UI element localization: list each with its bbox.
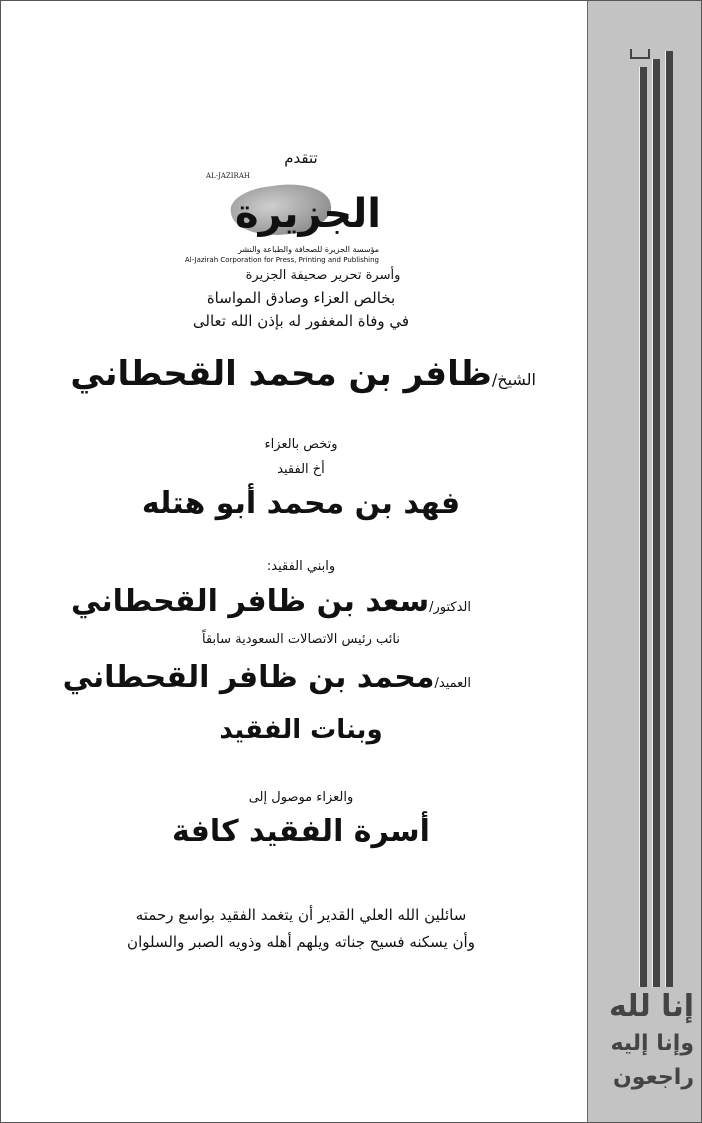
son1-line <box>71 583 471 621</box>
editorial-line: وأسرة تحرير صحيفة الجزيرة <box>245 268 401 283</box>
prayer-line-1: سائلين الله العلي القدير أن يتغمد الفقيد بواسع رحمته <box>135 906 467 924</box>
deceased-name: ظافر بن محمد القحطاني <box>70 354 492 394</box>
special-text: وتخص بالعزاء <box>264 437 338 452</box>
panel-line-2: وإنا إليه <box>610 1031 694 1056</box>
logo-arabic: الجزيرة <box>235 191 381 237</box>
panel-line-1: إنا لله <box>609 989 694 1024</box>
son2-name: محمد بن ظافر القحطاني <box>62 660 435 695</box>
extended-label: والعزاء موصول إلى <box>248 790 354 805</box>
family-name: أسرة الفقيد كافة <box>172 814 430 849</box>
intro-text: تتقدم <box>284 149 318 167</box>
prayer-line-2: وأن يسكنه فسيح جناته ويلهم أهله وذويه الصبر والسلوان <box>127 933 475 951</box>
brother-label: أخ الفقيد <box>277 462 325 477</box>
al-jazirah-logo <box>196 171 381 243</box>
stripe-2 <box>653 59 660 987</box>
corporation-arabic: مؤسسة الجزيرة للصحافة والطباعة والنشر <box>237 245 379 254</box>
daughters: وبنات الفقيد <box>219 715 383 745</box>
sons-label: وابني الفقيد: <box>266 559 336 574</box>
stripe-1 <box>640 67 647 987</box>
death-line: في وفاة المغفور له بإذن الله تعالى <box>192 312 410 330</box>
side-panel <box>587 1 702 1123</box>
stripe-3 <box>666 51 673 987</box>
son2-prefix: العميد/ <box>434 676 471 691</box>
son1-name: سعد بن ظافر القحطاني <box>71 584 430 619</box>
panel-line-3: راجعون <box>612 1065 694 1090</box>
son2-line <box>63 659 471 697</box>
hamza-ornament-icon <box>630 49 650 59</box>
son1-prefix: الدكتور/ <box>429 600 471 615</box>
deceased-line <box>70 353 536 396</box>
brother-name: فهد بن محمد أبو هتله <box>141 486 461 521</box>
corporation-english: Al-Jazirah Corporation for Press, Printing and Publishing <box>184 256 379 264</box>
condolence-line: بخالص العزاء وصادق المواساة <box>206 289 396 307</box>
son1-title: نائب رئيس الاتصالات السعودية سابقاً <box>202 632 400 647</box>
deceased-prefix: الشيخ/ <box>491 370 536 389</box>
logo-english: AL-JAZIRAH <box>206 172 250 180</box>
